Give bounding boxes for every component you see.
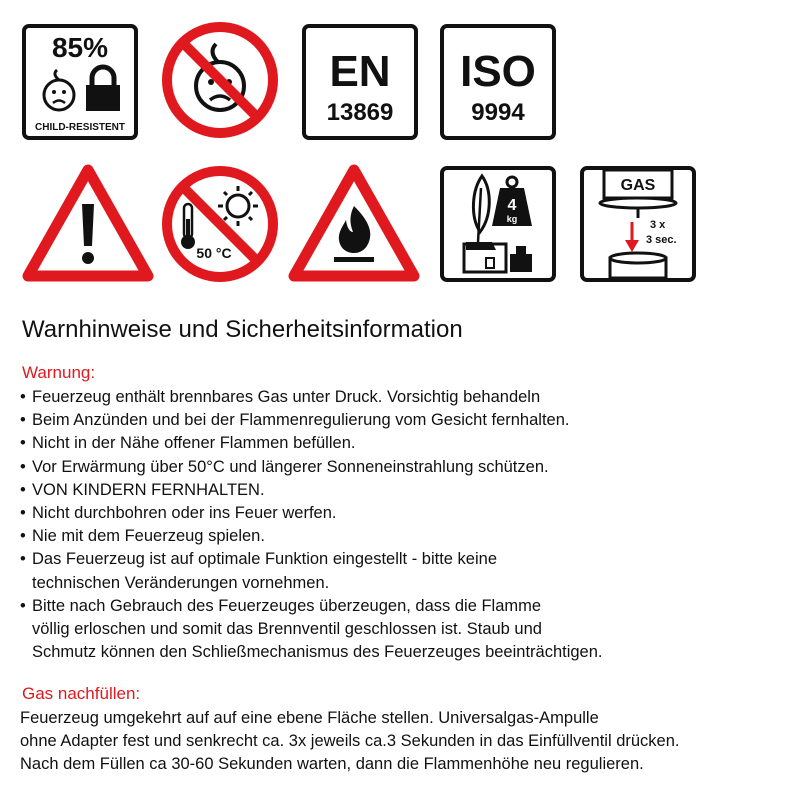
iso-standard-icon <box>440 24 556 140</box>
svg-text:3 x: 3 x <box>650 219 666 231</box>
svg-text:3 sec.: 3 sec. <box>646 234 677 246</box>
svg-text:4: 4 <box>507 197 517 214</box>
child-resistant-icon <box>22 24 138 140</box>
list-item: • Vor Erwärmung über 50°C und längerer Sonneneinstrahlung schützen. <box>20 456 780 479</box>
en-standard-icon <box>302 24 418 140</box>
svg-text:ISO: ISO <box>460 47 536 96</box>
svg-text:kg: kg <box>506 214 518 224</box>
list-item: • VON KINDERN FERNHALTEN. <box>20 479 780 502</box>
flammable-warning-icon <box>286 162 422 284</box>
no-children-icon <box>160 20 280 140</box>
page-title: Warnhinweise und Sicherheitsinformation <box>22 316 463 343</box>
refill-title: Gas nachfüllen: <box>22 684 141 703</box>
warning-triangle-icon <box>20 162 156 284</box>
list-item: • Beim Anzünden und bei der Flammenregulierung vom Gesicht fernhalten. <box>20 409 780 432</box>
list-item: • Bitte nach Gebrauch des Feuerzeuges überzeugen, dass die Flamme völlig erloschen und somit das Brennventil geschlossen ist. Staub und Schmutz können den Schließmechanismus des Feuerzeuges beeinträchtigen. <box>20 595 780 665</box>
refill-instructions: Feuerzeug umgekehrt auf auf eine ebene Fläche stellen. Universalgas-Ampulle ohne Adapter fest und senkrecht ca. 3x jeweils ca.3 Sekunden in das Einfüllventil drücken. Nach dem Füllen ca 30-60 Sekunden warten, dann die Flammenhöhe neu regulieren. <box>20 709 680 774</box>
warning-list <box>20 386 780 664</box>
fuel-weight-icon <box>440 166 556 282</box>
svg-text:EN: EN <box>329 47 391 96</box>
gas-refill-icon <box>580 166 696 282</box>
svg-text:GAS: GAS <box>620 177 656 194</box>
list-item: • Nie mit dem Feuerzeug spielen. <box>20 525 780 548</box>
svg-text:85%: 85% <box>51 32 109 63</box>
list-item: • Feuerzeug enthält brennbares Gas unter Druck. Vorsichtig behandeln <box>20 386 780 409</box>
list-item: • Nicht durchbohren oder ins Feuer werfen. <box>20 502 780 525</box>
heat-warning-icon <box>160 164 280 284</box>
svg-text:13869: 13869 <box>326 99 394 126</box>
svg-text:50 °C: 50 °C <box>196 245 232 261</box>
list-item: • Das Feuerzeug ist auf optimale Funktion eingestellt - bitte keine technischen Veränderungen vornehmen. <box>20 548 780 594</box>
warning-title: Warnung: <box>22 363 96 382</box>
list-item: • Nicht in der Nähe offener Flammen befüllen. <box>20 432 780 455</box>
svg-text:9994: 9994 <box>471 99 525 126</box>
svg-text:CHILD-RESISTENT: CHILD-RESISTENT <box>35 122 125 133</box>
